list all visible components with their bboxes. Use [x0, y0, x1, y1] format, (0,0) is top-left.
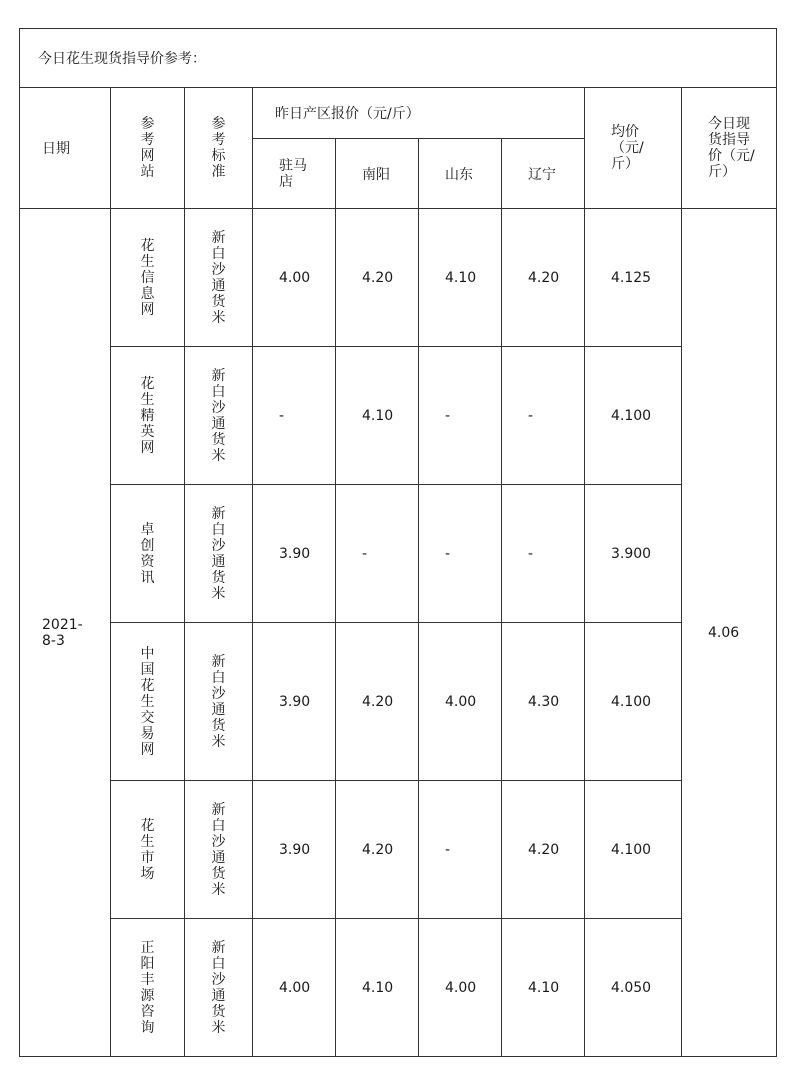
avg-cell: 4.050: [585, 919, 682, 1057]
table-title: 今日花生现货指导价参考：: [20, 29, 777, 88]
site-cell: 花生精英网: [111, 347, 185, 485]
value-cell: 4.20: [336, 623, 419, 781]
avg-cell: 4.100: [585, 347, 682, 485]
header-guide: 今日现货指导价（元/斤）: [682, 88, 777, 209]
avg-cell: 3.900: [585, 485, 682, 623]
table-row: [20, 919, 777, 1057]
value-cell: -: [502, 347, 585, 485]
standard-cell: 新白沙通货米: [185, 347, 253, 485]
value-cell: -: [253, 347, 336, 485]
guide-price-cell: 4.06: [682, 209, 777, 1057]
title-row: [20, 29, 777, 88]
value-cell: 4.00: [253, 209, 336, 347]
header-region-4: 辽宁: [502, 139, 585, 209]
value-cell: 4.20: [336, 781, 419, 919]
table-row: [20, 209, 777, 347]
header-date: 日期: [20, 88, 111, 209]
header-row-1: [20, 88, 777, 139]
standard-cell: 新白沙通货米: [185, 781, 253, 919]
header-avg: 均价（元/斤）: [585, 88, 682, 209]
value-cell: 3.90: [253, 623, 336, 781]
table-row: [20, 485, 777, 623]
value-cell: 4.00: [419, 919, 502, 1057]
table-row: [20, 347, 777, 485]
value-cell: 4.20: [336, 209, 419, 347]
avg-cell: 4.100: [585, 781, 682, 919]
standard-cell: 新白沙通货米: [185, 623, 253, 781]
value-cell: 4.30: [502, 623, 585, 781]
value-cell: -: [502, 485, 585, 623]
value-cell: 4.10: [502, 919, 585, 1057]
site-cell: 正阳丰源咨询: [111, 919, 185, 1057]
value-cell: 4.20: [502, 209, 585, 347]
site-cell: 花生信息网: [111, 209, 185, 347]
value-cell: 3.90: [253, 485, 336, 623]
table-row: [20, 781, 777, 919]
value-cell: -: [419, 347, 502, 485]
standard-cell: 新白沙通货米: [185, 485, 253, 623]
value-cell: -: [336, 485, 419, 623]
header-region-2: 南阳: [336, 139, 419, 209]
value-cell: -: [419, 781, 502, 919]
header-site: 参考网站: [111, 88, 185, 209]
header-region-3: 山东: [419, 139, 502, 209]
value-cell: 4.00: [253, 919, 336, 1057]
table-row: [20, 623, 777, 781]
site-cell: 中国花生交易网: [111, 623, 185, 781]
standard-cell: 新白沙通货米: [185, 209, 253, 347]
header-yesterday-group: 昨日产区报价（元/斤）: [253, 88, 585, 139]
value-cell: 3.90: [253, 781, 336, 919]
value-cell: 4.10: [336, 919, 419, 1057]
avg-cell: 4.125: [585, 209, 682, 347]
date-cell: 2021-8-3: [20, 209, 111, 1057]
standard-cell: 新白沙通货米: [185, 919, 253, 1057]
header-region-1: 驻马店: [253, 139, 336, 209]
site-cell: 卓创资讯: [111, 485, 185, 623]
avg-cell: 4.100: [585, 623, 682, 781]
price-table: [19, 28, 777, 1057]
value-cell: -: [419, 485, 502, 623]
header-standard: 参考标准: [185, 88, 253, 209]
value-cell: 4.10: [419, 209, 502, 347]
site-cell: 花生市场: [111, 781, 185, 919]
value-cell: 4.00: [419, 623, 502, 781]
value-cell: 4.10: [336, 347, 419, 485]
value-cell: 4.20: [502, 781, 585, 919]
